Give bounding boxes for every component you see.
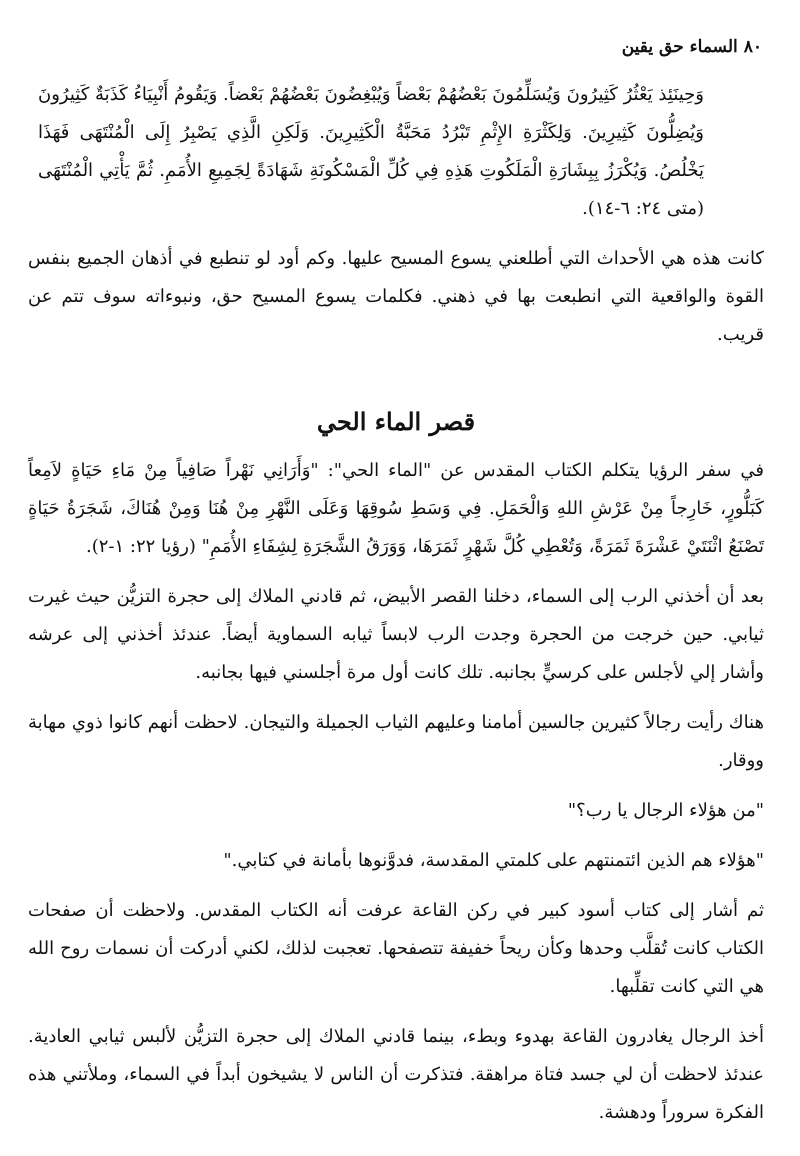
dialogue-question: "من هؤلاء الرجال يا رب؟" bbox=[567, 800, 764, 821]
paragraph-men-seated: هناك رأيت رجالاً كثيرين جالسين أمامنا وعليهم الثياب الجميلة والتيجان. لاحظت أنهم كانوا ذوي مهابة ووقار. bbox=[28, 712, 764, 771]
dialogue-answer: "هؤلاء هم الذين ائتمنتهم على كلمتي المقدسة، فدوَّنوها بأمانة في كتابي." bbox=[223, 850, 764, 871]
page-number: ٨٠ bbox=[743, 37, 762, 57]
paragraph-black-book: ثم أشار إلى كتاب أسود كبير في ركن القاعة عرفت أنه الكتاب المقدس. ولاحظت أن صفحات الكتاب كانت تُقلَّب وحدها وكأن ريحاً خفيفة تتصفحها. تعجبت لذلك، لكني أدركت أن نسمات روح الله هي التي كانت تقلِّبها. bbox=[28, 900, 764, 997]
section-title: قصر الماء الحي bbox=[316, 407, 476, 436]
paragraph-revelation-quote: في سفر الرؤيا يتكلم الكتاب المقدس عن "الماء الحي": "وَأَرَانِي نَهْراً صَافِياً مِنْ مَاءِ حَيَاةٍ لاَمِعاً كَبَلُّورٍ، خَارِجاً مِنْ عَرْشِ اللهِ وَالْحَمَلِ. فِي وَسَطِ سُوقِهَا وَعَلَى النَّهْرِ مِنْ هُنَا وَمِنْ هُنَاكَ، شَجَرَةُ حَيَاةٍ تَصْنَعُ اثْنَتَيْ عَشْرَةَ ثَمَرَةً، وَتُعْطِي كُلَّ شَهْرٍ ثَمَرَهَا، وَوَرَقُ الشَّجَرَةِ لِشِفَاءِ الأُمَمِ" (رؤيا ٢٢: ١-٢). bbox=[28, 460, 764, 557]
running-header bbox=[28, 36, 764, 58]
scripture-quote-matthew: وَحِينَئِذ يَعْثُرُ كَثِيرُونَ وَيُسَلِّمُونَ بَعْضُهُمْ بَعْضاً وَيُبْغِضُونَ بَعْضُهُمْ بَعْضاً. وَيَقُومُ أَنْبِيَاءُ كَذَبَةٌ كَثِيرُونَ وَيُضِلُّونَ كَثِيرِينَ. وَلِكَثْرَةِ الإِثْمِ تَبْرُدُ مَحَبَّةُ الْكَثِيرِينَ. وَلَكِنِ الَّذِي يَصْبِرُ إِلَى الْمُنْتَهَى فَهَذَا يَخْلُصُ. وَيُكْرَزُ بِبِشَارَةِ الْمَلَكُوتِ هَذِهِ فِي كُلِّ الْمَسْكُونَةِ شَهَادَةً لِجَمِيعِ الأُمَمِ. ثُمَّ يَأْتِي الْمُنْتَهَى (متى ٢٤: ٦-١٤). bbox=[38, 84, 704, 219]
paragraph-leaving-hall: أخذ الرجال يغادرون القاعة بهدوء وبطء، بينما قادني الملاك إلى حجرة التزيُّن لألبس ثيابي العادية. عندئذ لاحظت أن لي جسد فتاة مراهقة. فتذكرت أن الناس لا يشيخون أبداً في السماء، وملأتني هذه الفكرة سروراً ودهشة. bbox=[28, 1026, 764, 1123]
paragraph-white-palace: بعد أن أخذني الرب إلى السماء، دخلنا القصر الأبيض، ثم قادني الملاك إلى حجرة التزيُّن حيث غيرت ثيابي. حين خرجت من الحجرة وجدت الرب لابساً ثيابه السماوية أيضاً. عندئذ أخذني إلى عرشه وأشار إلي لأجلس على كرسيٍّ بجانبه. تلك كانت أول مرة أجلسني فيها بجانبه. bbox=[28, 586, 764, 683]
book-title: السماء حق يقين bbox=[621, 37, 738, 57]
paragraph-events-summary: كانت هذه هي الأحداث التي أطلعني يسوع المسيح عليها. وكم أود لو تنطبع في أذهان الجميع بنفس القوة والواقعية التي انطبعت بها في ذهني. فكلمات يسوع المسيح حق، ونبوءاته سوف تتم عن قريب. bbox=[28, 248, 764, 345]
